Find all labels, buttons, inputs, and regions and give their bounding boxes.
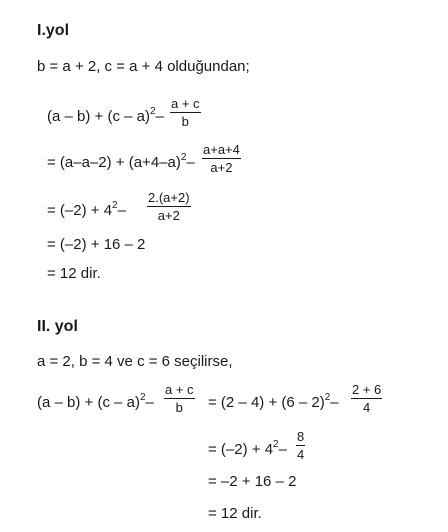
- line-3-expression: = –2 + 16 – 2: [208, 473, 297, 490]
- section-heading-1: I.yol: [37, 22, 70, 39]
- step-4-expression: = (–2) + 16 – 2: [47, 236, 146, 253]
- step-2-fraction: $\frac{a+a+4}{a+2}$: [203, 142, 240, 175]
- step-3-fraction: $\frac{2.(a+2)}{a+2}$: [148, 190, 190, 223]
- step-1-expression: (a – b) + (c – a)$^2$–: [47, 106, 164, 125]
- step-5-result: = 12 dir.: [47, 265, 101, 282]
- line-2-expression: = $(-2) + 4^2-$: [208, 439, 287, 458]
- line-1-left-fraction: $\frac{a + c}{b}$: [165, 382, 194, 415]
- step-1-fraction: $\frac{a + c}{b}$: [171, 96, 200, 129]
- line-1-right-expression: = (2 – 4) + (6 – 2)$^2$–: [208, 392, 339, 411]
- section-heading-2: II. yol: [37, 318, 78, 335]
- line-4-result: = 12 dir.: [208, 505, 262, 522]
- line-1-right-fraction: $\frac{2 + 6}{4}$: [352, 382, 382, 415]
- step-3-expression: = $(-2) + 4^2-$: [47, 200, 126, 219]
- given-statement-1: b = a + 2, c = a + 4 olduğundan;: [37, 58, 250, 75]
- given-statement-2: a = 2, b = 4 ve c = 6 seçilirse,: [37, 353, 233, 370]
- line-2-fraction: $\frac{8}{4}$: [297, 429, 305, 462]
- step-2-expression: = $(a-a-2) + (a+4-a)^2-$: [47, 152, 195, 171]
- line-1-left-expression: (a – b) + (c – a)$^2$–: [37, 392, 154, 411]
